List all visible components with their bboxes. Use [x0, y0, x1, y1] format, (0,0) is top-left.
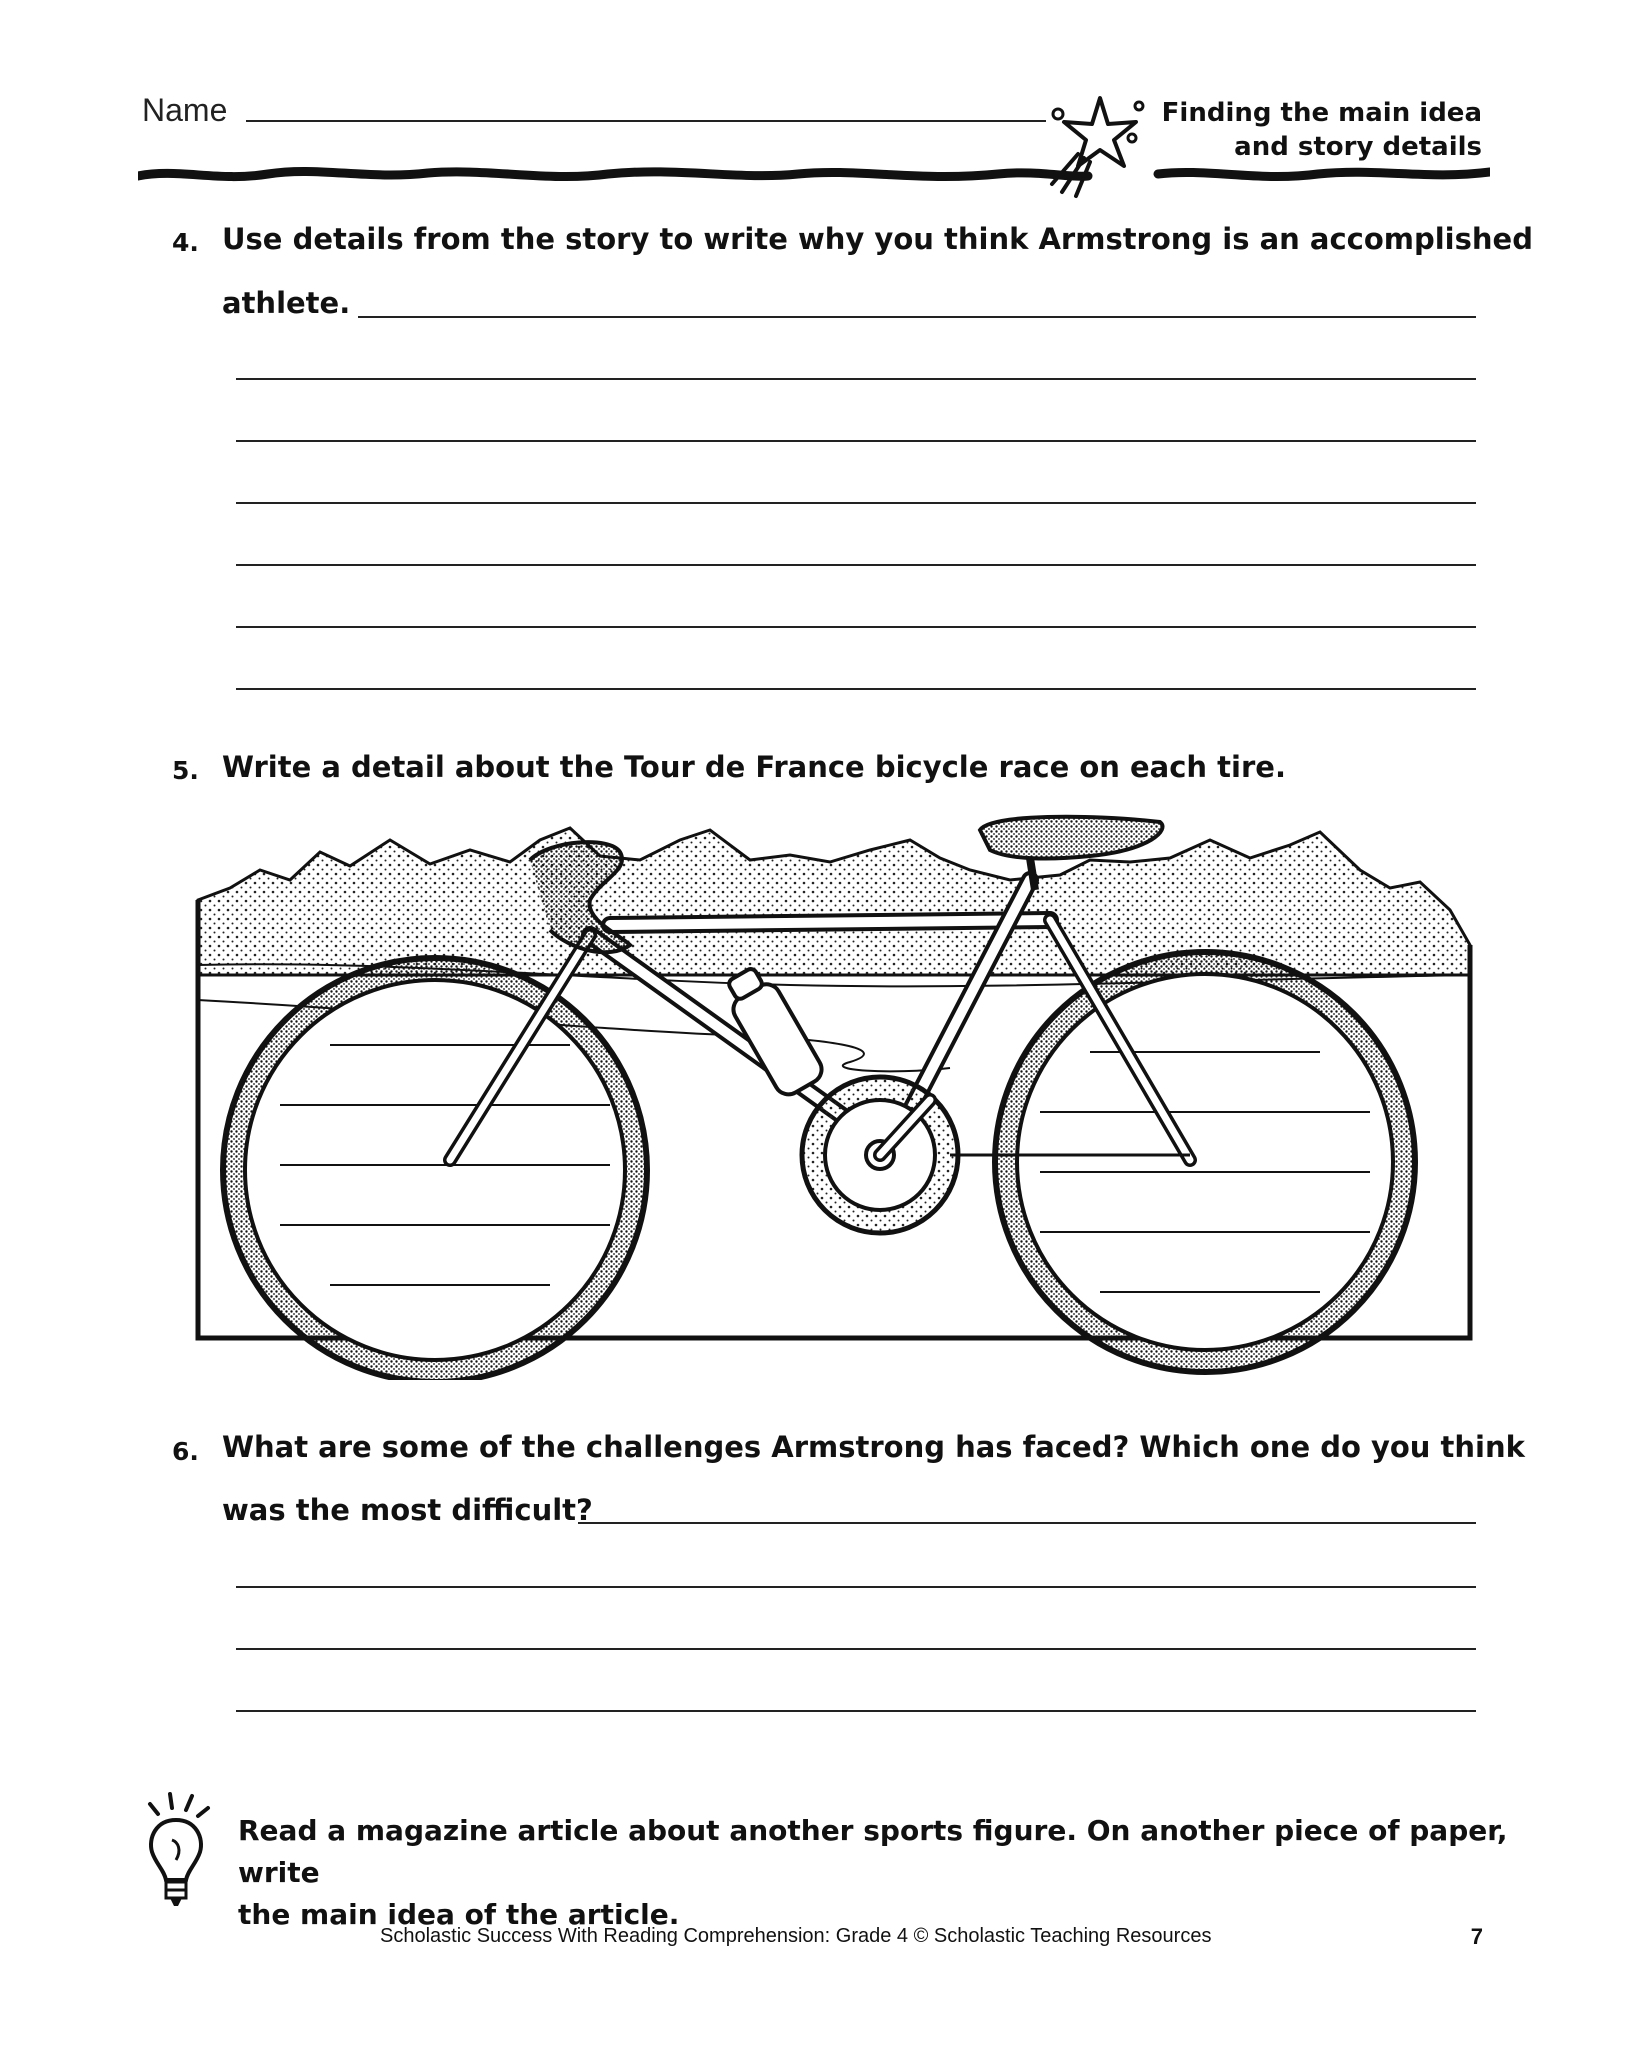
question-5-text: Write a detail about the Tour de France bicycle race on each tire. [222, 750, 1286, 784]
answer-line[interactable] [236, 1648, 1476, 1650]
answer-line[interactable] [358, 316, 1476, 318]
answer-line[interactable] [236, 440, 1476, 442]
question-6-number: 6. [172, 1437, 199, 1466]
topic-line-1: Finding the main idea [1161, 98, 1482, 128]
answer-line[interactable] [236, 1710, 1476, 1712]
bicycle-illustration [190, 800, 1480, 1380]
answer-line[interactable] [236, 378, 1476, 380]
lightbulb-icon [138, 1790, 218, 1910]
question-5-number: 5. [172, 756, 199, 785]
question-4-number: 4. [172, 228, 199, 257]
answer-line[interactable] [236, 1586, 1476, 1588]
name-label: Name [142, 92, 228, 128]
answer-line[interactable] [236, 502, 1476, 504]
answer-line[interactable] [236, 564, 1476, 566]
answer-line[interactable] [236, 688, 1476, 690]
answer-line[interactable] [578, 1522, 1476, 1524]
footer-credit: Scholastic Success With Reading Comprehension: Grade 4 © Scholastic Teaching Resources [380, 1925, 1212, 1947]
header-rule [138, 160, 1490, 192]
tip-line-2: the main idea of the article. [238, 1898, 680, 1931]
page-number: 7 [1470, 1924, 1483, 1949]
question-6-text: What are some of the challenges Armstrong has faced? Which one do you think [222, 1430, 1525, 1464]
worksheet-topic [1162, 96, 1482, 164]
name-field-line[interactable] [246, 120, 1046, 122]
tip-line-1: Read a magazine article about another sports figure. On another piece of paper, write [238, 1814, 1508, 1889]
extension-activity [238, 1810, 1508, 1936]
question-6-text-cont: was the most difficult? [222, 1493, 593, 1527]
answer-line[interactable] [236, 626, 1476, 628]
question-4-text: Use details from the story to write why you think Armstrong is an accomplished [222, 222, 1533, 256]
topic-line-2: and story details [1234, 132, 1482, 162]
question-4-text-cont: athlete. [222, 286, 351, 320]
